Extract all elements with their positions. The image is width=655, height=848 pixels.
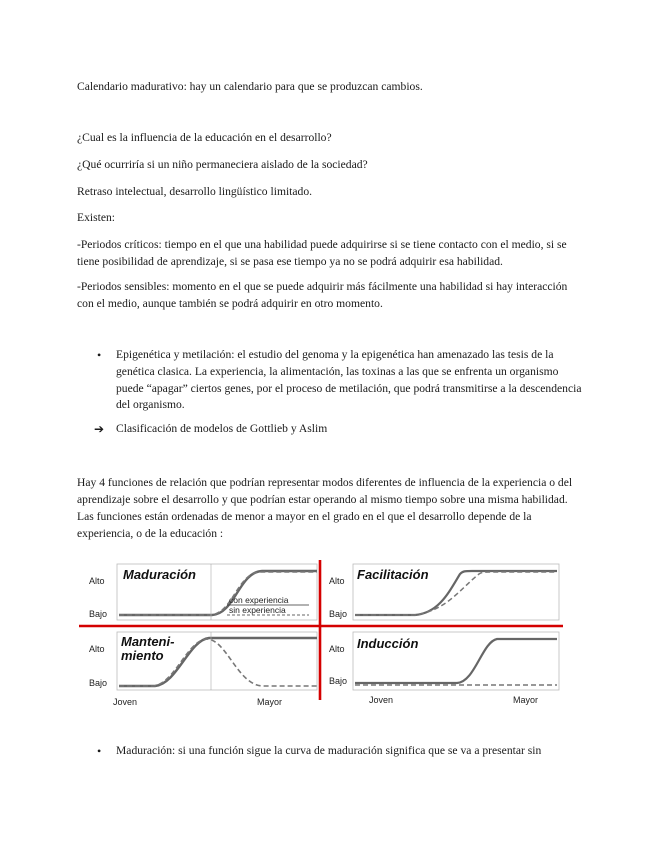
panel-title-maduracion: Maduración	[123, 567, 196, 582]
y-label-low: Bajo	[89, 609, 108, 619]
panel-facilitacion	[329, 564, 559, 620]
y-label-low: Bajo	[329, 609, 348, 619]
panel-induccion	[329, 632, 559, 705]
x-label-old: Mayor	[257, 697, 283, 707]
paragraph-existen: Existen:	[77, 211, 115, 224]
panel-title-mantenimiento-2: miento	[121, 648, 164, 663]
y-label-high: Alto	[89, 644, 105, 654]
paragraph-periodos-criticos: -Periodos críticos: tiempo en el que una habilidad puede adquirirse si se tiene contacto con el medio, si se tiene posibilidad de aprendizaje, si se pasa ese tiempo ya no se podrá adquirir esa habilidad.	[77, 238, 567, 268]
paragraph-retraso: Retraso intelectual, desarrollo lingüístico limitado.	[77, 185, 313, 198]
question-isolation: ¿Qué ocurriría si un niño permaneciera aislado de la sociedad?	[77, 158, 368, 171]
paragraph-epigenetica: Epigenética y metilación: el estudio del genoma y la epigenética han amenazado las tesis de la genética clasica. La experiencia, la alimentación, las toxinas a las que se enfrenta un organismo puede “apagar” ciertos genes, por el proceso de metilación, que podrá transmitirse a la descendencia del organismo.	[116, 348, 582, 412]
panel-title-facilitacion: Facilitación	[357, 567, 429, 582]
legend-without-experience: sin experiencia	[229, 605, 286, 615]
y-label-low: Bajo	[329, 676, 348, 686]
heading-clasificacion: Clasificación de modelos de Gottlieb y Aslim	[116, 422, 328, 435]
bullet-icon: •	[97, 744, 102, 758]
paragraph-funciones: Hay 4 funciones de relación que podrían representar modos diferentes de influencia de la experiencia o del aprendizaje sobre el desarrollo y que podrían estar operando al mismo tiempo sobre una misma habilidad. Las funciones están ordenadas de menor a mayor en el grado en el que el desarrollo depende de la experiencia, o de la educación :	[77, 476, 573, 540]
paragraph-periodos-sensibles: -Periodos sensibles: momento en el que se puede adquirir más fácilmente una habilidad si hay interacción con el medio, aunque también se podrá adquirir en otro momento.	[77, 280, 568, 310]
panel-title-induccion: Inducción	[357, 636, 419, 651]
y-label-low: Bajo	[89, 678, 108, 688]
question-education: ¿Cual es la influencia de la educación en el desarrollo?	[77, 131, 332, 144]
arrow-icon: ➔	[94, 422, 105, 436]
panel-mantenimiento	[89, 632, 317, 707]
figure-gottlieb-models	[77, 560, 563, 712]
paragraph-maduracion: Maduración: si una función sigue la curva de maduración significa que se va a presentar sin	[116, 744, 542, 757]
bullet-icon: •	[97, 348, 102, 362]
x-label-young: Joven	[113, 697, 138, 707]
y-label-high: Alto	[329, 576, 345, 586]
panel-maduracion	[89, 564, 317, 620]
paragraph-calendario: Calendario madurativo: hay un calendario para que se produzcan cambios.	[77, 80, 423, 93]
y-label-high: Alto	[329, 644, 345, 654]
y-label-high: Alto	[89, 576, 105, 586]
x-label-young: Joven	[369, 695, 394, 705]
panel-title-mantenimiento-1: Manteni-	[121, 634, 175, 649]
x-label-old: Mayor	[513, 695, 539, 705]
figure-svg	[77, 560, 563, 712]
legend-with-experience: con experiencia	[229, 595, 289, 605]
